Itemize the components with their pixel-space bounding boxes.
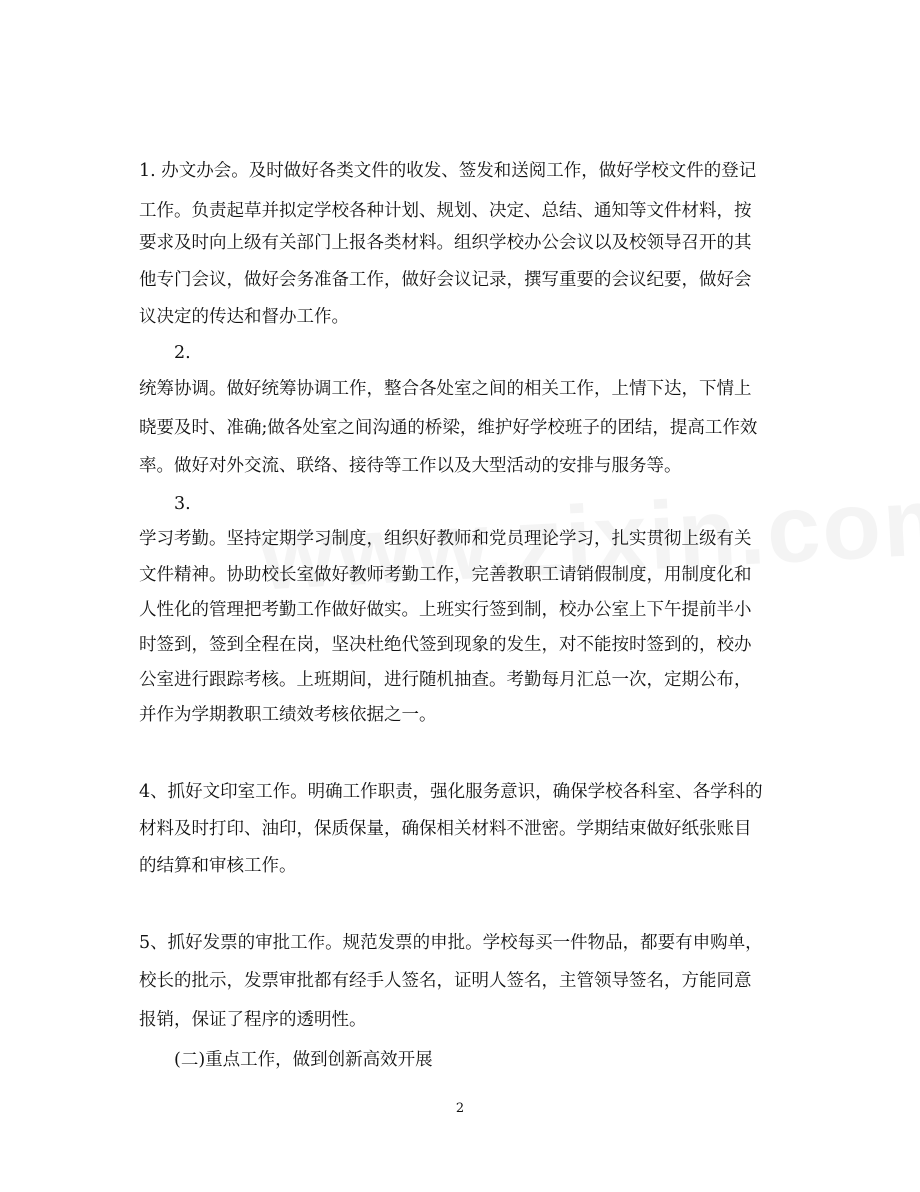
text-line: 报销，保证了程序的透明性。 <box>139 1010 367 1030</box>
text-line: 4、抓好文印室工作。明确工作职责，强化服务意识，确保学校各科室、各学科的 <box>139 782 763 802</box>
text-line: 晓要及时、准确;做各处室之间沟通的桥梁，维护好学校班子的团结，提高工作效 <box>139 418 758 438</box>
text-line: 时签到，签到全程在岗，坚决杜绝代签到现象的发生，对不能按时签到的，校办 <box>139 635 752 655</box>
list-number: 2. <box>174 343 191 363</box>
text-line: 文件精神。协助校长室做好教师考勤工作，完善教职工请销假制度，用制度化和 <box>139 565 752 585</box>
text-line: 材料及时打印、油印，保质保量，确保相关材料不泄密。学期结束做好纸张账目 <box>139 819 752 839</box>
text-line: 的结算和审核工作。 <box>139 856 297 876</box>
list-number: 3. <box>174 494 191 514</box>
text-line: 统筹协调。做好统筹协调工作，整合各处室之间的相关工作，上情下达，下情上 <box>139 379 752 399</box>
text-line: 校长的批示，发票审批都有经手人签名，证明人签名，主管领导签名，方能同意 <box>139 971 752 991</box>
text-line: 率。做好对外交流、联络、接待等工作以及大型活动的安排与服务等。 <box>139 456 682 476</box>
text-line: 并作为学期教职工绩效考核依据之一。 <box>139 705 437 725</box>
section-heading: (二)重点工作，做到创新高效开展 <box>174 1050 433 1070</box>
text-line: 1. 办文办会。及时做好各类文件的收发、签发和送阅工作，做好学校文件的登记 <box>139 161 757 181</box>
text-line: 工作。负责起草并拟定学校各种计划、规划、决定、总结、通知等文件材料，按 <box>139 201 752 221</box>
text-line: 学习考勤。坚持定期学习制度，组织好教师和党员理论学习，扎实贯彻上级有关 <box>139 529 752 549</box>
text-line: 5、抓好发票的审批工作。规范发票的申批。学校每买一件物品，都要有申购单， <box>139 933 763 953</box>
text-line: 人性化的管理把考勤工作做好做实。上班实行签到制，校办公室上下午提前半小 <box>139 600 752 620</box>
text-line: 议决定的传达和督办工作。 <box>139 307 349 327</box>
text-line: 公室进行跟踪考核。上班期间，进行随机抽查。考勤每月汇总一次，定期公布， <box>139 670 752 690</box>
text-line: 要求及时向上级有关部门上报各类材料。组织学校办公会议以及校领导召开的其 <box>139 233 752 253</box>
page-number: 2 <box>455 1101 465 1116</box>
text-line: 他专门会议，做好会务准备工作，做好会议记录，撰写重要的会议纪要，做好会 <box>139 270 752 290</box>
